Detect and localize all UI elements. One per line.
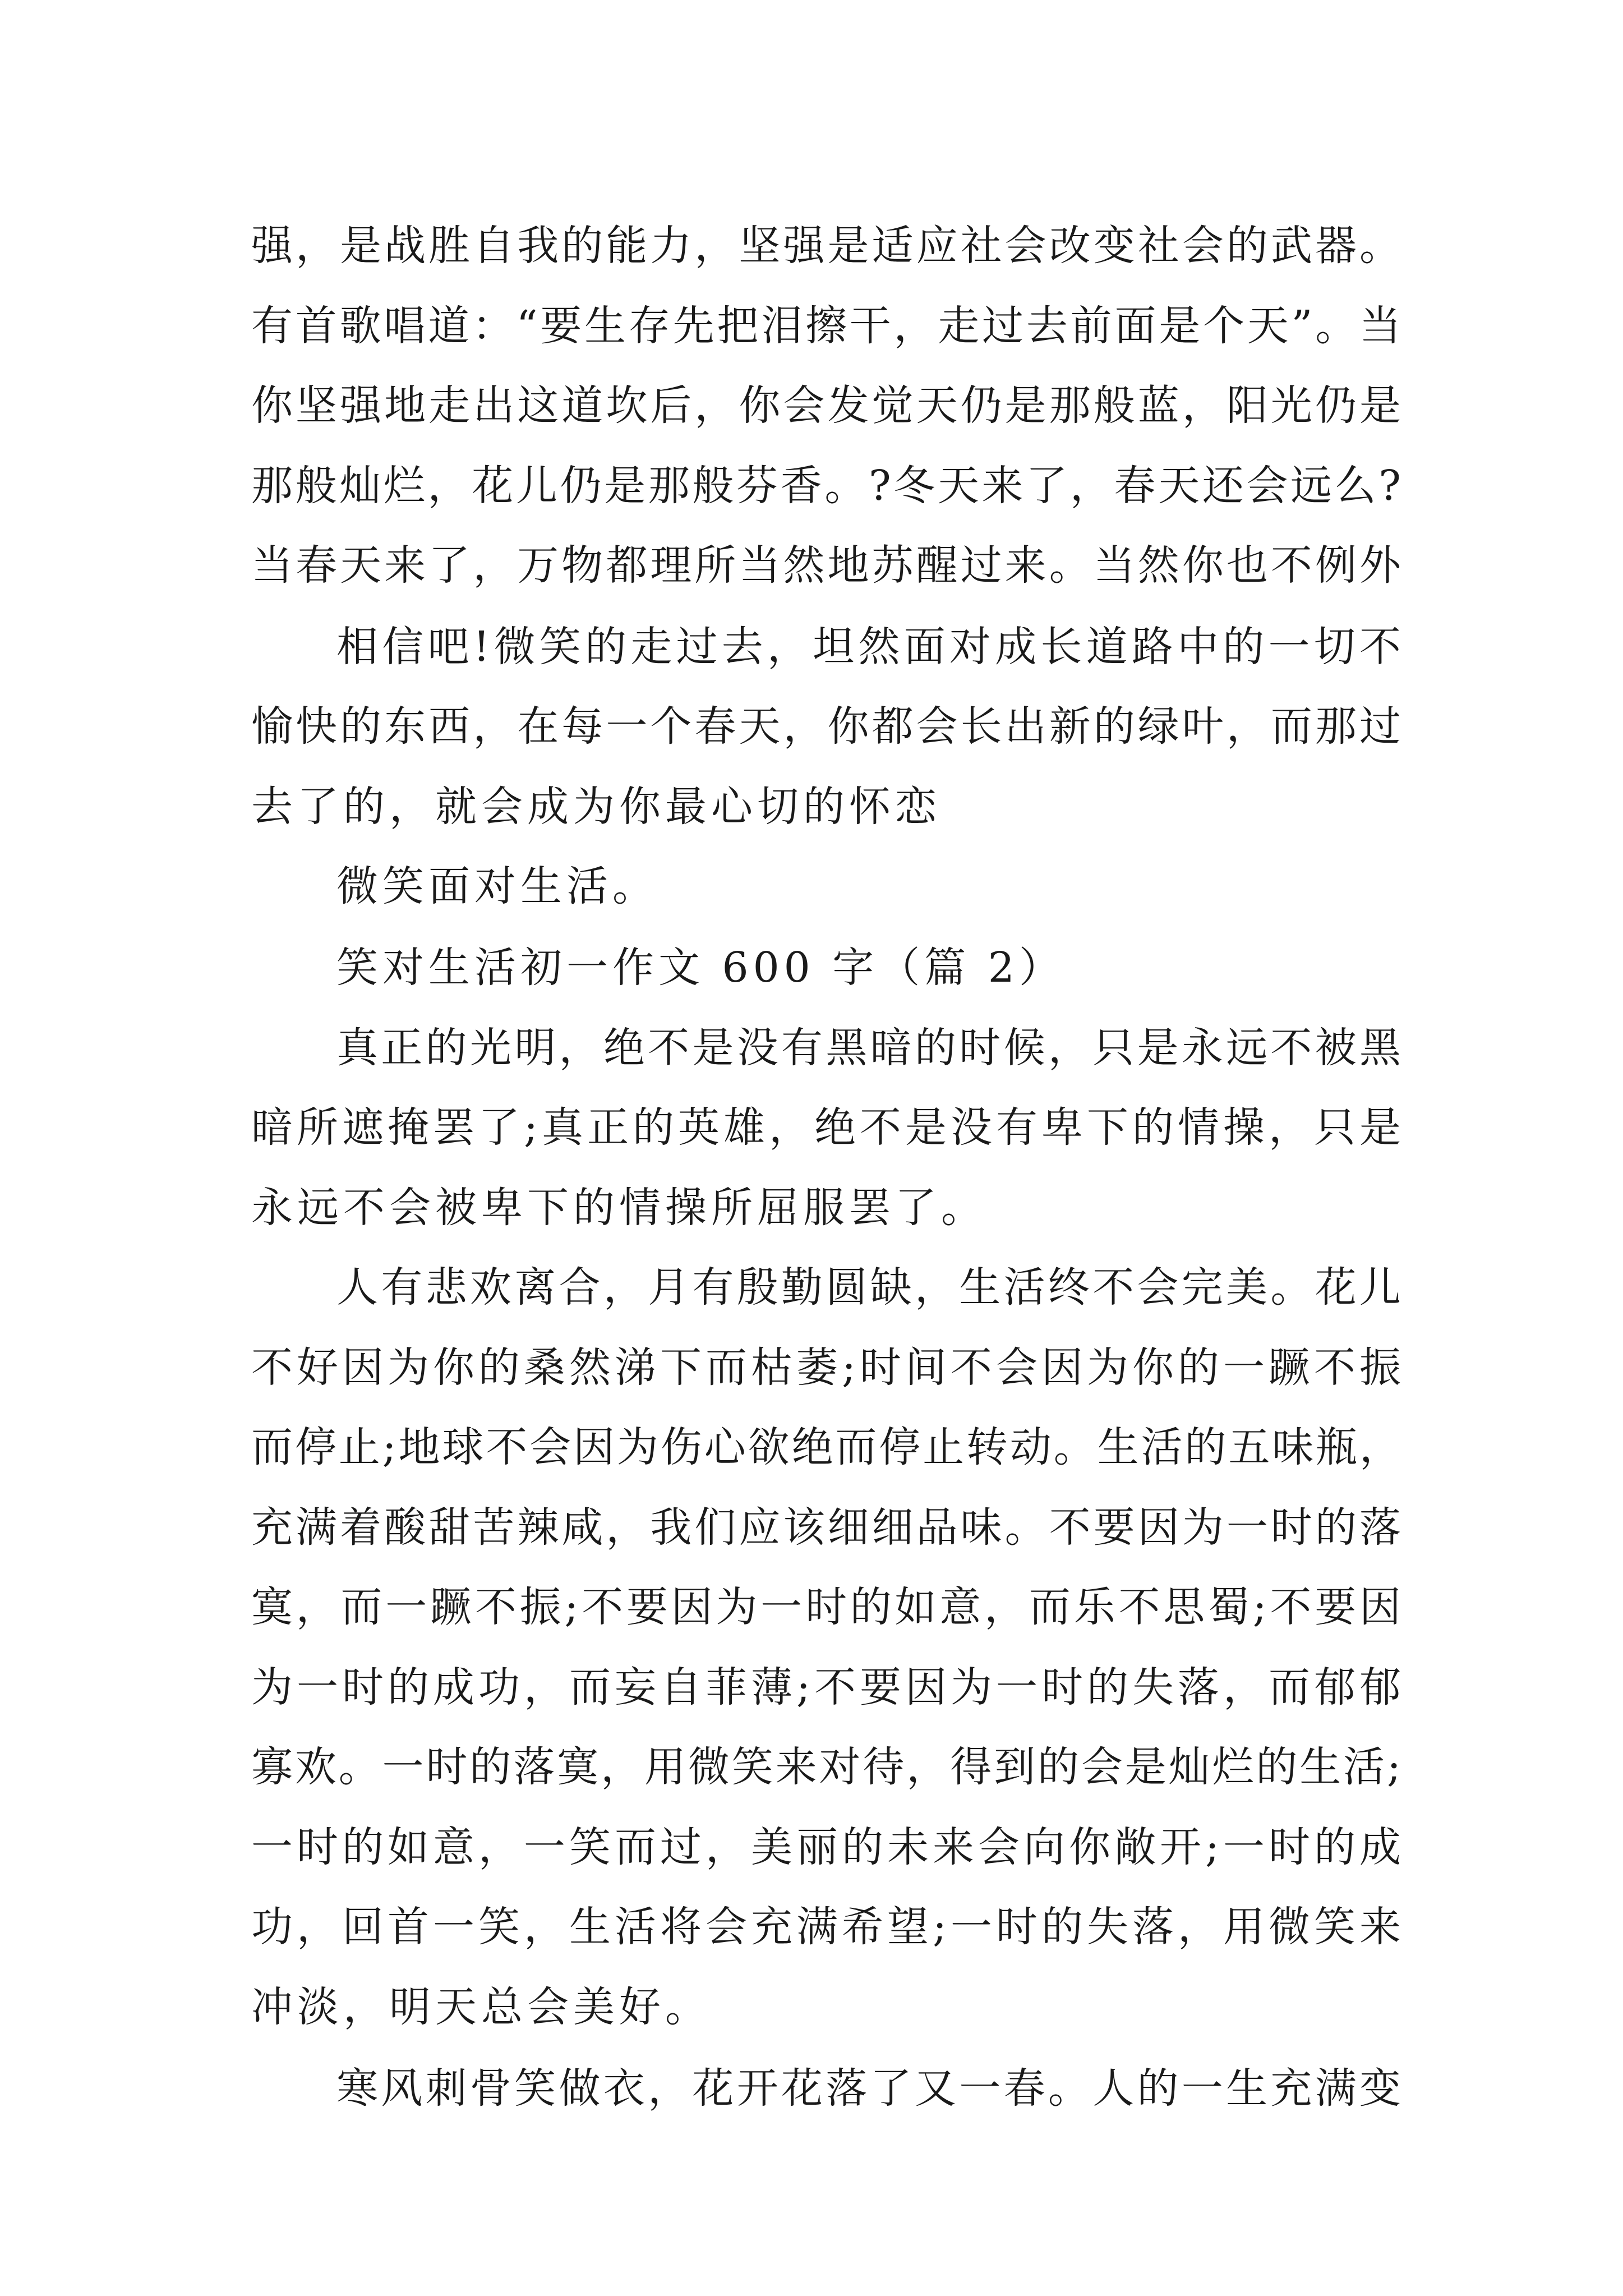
text-line: 微笑面对生活。 xyxy=(336,862,658,910)
text-line: 去了的，就会成为你最心切的怀恋 xyxy=(251,783,941,831)
text-line: 当春天来了，万物都理所当然地苏醒过来。当然你也不例外 xyxy=(251,541,1401,590)
text-line: 人有悲欢离合，月有殷勤圆缺，生活终不会完美。花儿 xyxy=(336,1263,1401,1312)
text-line: 功，回首一笑，生活将会充满希望;一时的失落，用微笑来 xyxy=(251,1903,1401,1951)
text-line: 暗所遮掩罢了;真正的英雄，绝不是没有卑下的情操，只是 xyxy=(251,1103,1401,1152)
text-line: 愉快的东西，在每一个春天，你都会长出新的绿叶，而那过 xyxy=(251,702,1401,751)
text-line: 强，是战胜自我的能力，坚强是适应社会改变社会的武器。 xyxy=(251,222,1401,270)
text-line: 相信吧!微笑的走过去，坦然面对成长道路中的一切不 xyxy=(336,623,1401,671)
text-line: 那般灿烂，花儿仍是那般芬香。?冬天来了，春天还会远么? xyxy=(251,462,1401,510)
text-line: 不好因为你的桑然涕下而枯萎;时间不会因为你的一蹶不振 xyxy=(251,1343,1401,1392)
text-line: 为一时的成功，而妄自菲薄;不要因为一时的失落，而郁郁 xyxy=(251,1663,1401,1711)
section-heading: 笑对生活初一作文 600 字（篇 2） xyxy=(336,944,1065,992)
text-line: 而停止;地球不会因为伤心欲绝而停止转动。生活的五味瓶， xyxy=(251,1423,1401,1471)
text-line: 寒风刺骨笑做衣，花开花落了又一春。人的一生充满变 xyxy=(336,2064,1401,2113)
text-line: 有首歌唱道：“要生存先把泪擦干，走过去前面是个天”。当 xyxy=(251,302,1401,350)
text-line: 永远不会被卑下的情操所屈服罢了。 xyxy=(251,1184,987,1232)
text-line: 冲淡，明天总会美好。 xyxy=(251,1983,711,2031)
text-line: 真正的光明，绝不是没有黑暗的时候，只是永远不被黑 xyxy=(336,1024,1401,1072)
text-line: 一时的如意，一笑而过，美丽的未来会向你敞开;一时的成 xyxy=(251,1823,1401,1871)
text-line: 充满着酸甜苦辣咸，我们应该细细品味。不要因为一时的落 xyxy=(251,1503,1401,1552)
text-line: 寞，而一蹶不振;不要因为一时的如意，而乐不思蜀;不要因 xyxy=(251,1583,1401,1631)
text-line: 你坚强地走出这道坎后，你会发觉天仍是那般蓝，阳光仍是 xyxy=(251,381,1401,430)
text-line: 寡欢。一时的落寞，用微笑来对待，得到的会是灿烂的生活; xyxy=(251,1743,1401,1791)
